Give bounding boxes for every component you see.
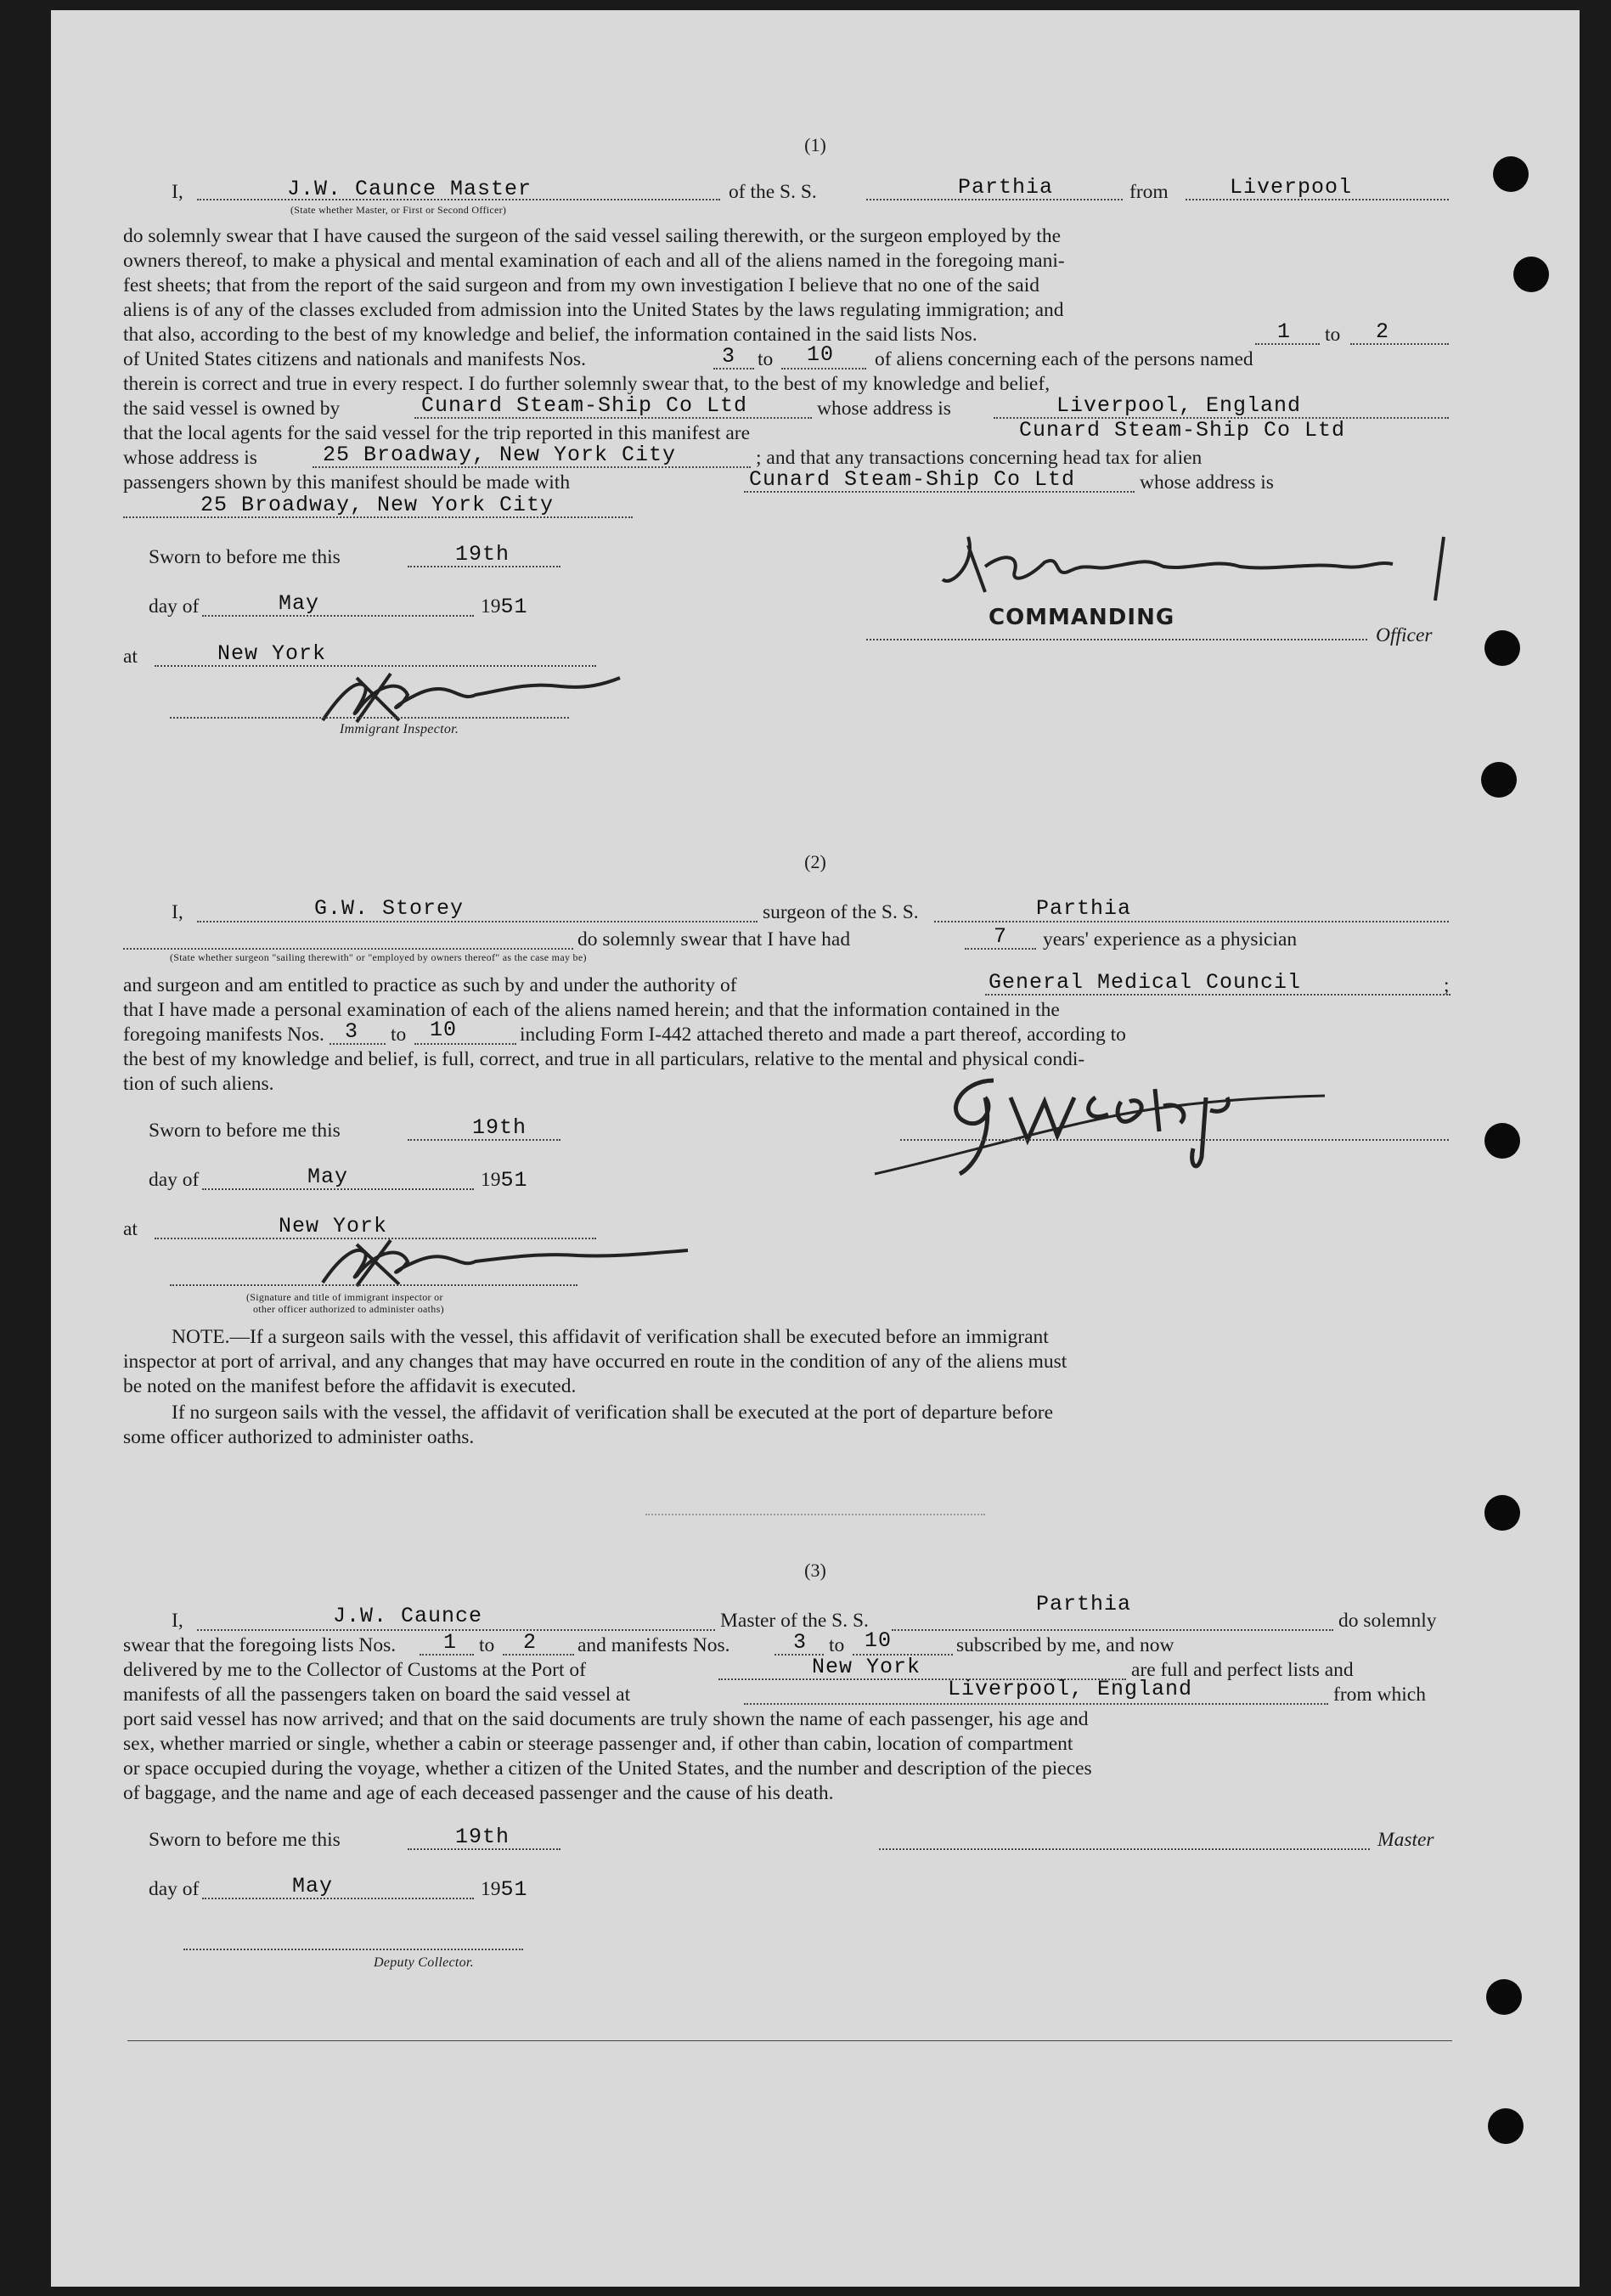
s2-note-4: If no surgeon sails with the vessel, the affidavit of verification shall be executed at the port of departure before <box>172 1402 1053 1424</box>
surgeon-signature <box>866 1063 1342 1182</box>
s1-agents-address: 25 Broadway, New York City <box>323 443 677 467</box>
s1-head-tax-address: 25 Broadway, New York City <box>200 493 555 517</box>
s3-to-label: to <box>479 1634 495 1656</box>
s1-line-8: the said vessel is owned by <box>123 398 341 420</box>
s3-line-5: sex, whether married or single, whether a cabin or steerage passenger and, if other than cabin, location of compartment <box>123 1733 1073 1755</box>
s3-day-of-label: day of <box>149 1878 200 1900</box>
s3-manifests-to-label: to <box>829 1634 845 1656</box>
s3-line-6: or space occupied during the voyage, whether a citizen of the United States, and the number and description of the pieces <box>123 1757 1092 1780</box>
s1-head-tax-party: Cunard Steam-Ship Co Ltd <box>749 467 1076 492</box>
s2-sworn-day: 19th <box>472 1115 527 1140</box>
s3-lists-to: 2 <box>523 1630 538 1655</box>
section-3-number: (3) <box>804 1560 826 1581</box>
s2-surgeon-name: G.W. Storey <box>314 896 465 921</box>
s1-sworn-month: May <box>279 591 320 616</box>
s3-do-solemnly: do solemnly <box>1338 1610 1437 1632</box>
s1-head-tax-address-label: whose address is <box>1140 471 1274 494</box>
s3-line-1: swear that the foregoing lists Nos. <box>123 1634 397 1656</box>
punch-hole <box>1488 2108 1524 2144</box>
s3-i-label: I, <box>172 1610 183 1632</box>
s1-owner-address-label: whose address is <box>817 398 951 420</box>
s3-line-3: manifests of all the passengers taken on board the said vessel at <box>123 1684 631 1706</box>
s1-owner-address: Liverpool, England <box>1056 393 1302 418</box>
s1-manifests-to: 10 <box>807 342 835 367</box>
s1-owner: Cunard Steam-Ship Co Ltd <box>421 393 748 418</box>
document-page: (1) I, J.W. Caunce Master of the S. S. Parthia from Liverpool (State whether Master, or First or Second Officer) do solemnly swear that I have caused the surgeon of the said vessel sailing therewith, or the surgeon employed by the owners thereof, to make a physical and mental examination of each and all of the aliens named in the foregoing mani- fest sheets; that from the report of the said surgeon and from my own investigation I believe that no one of the said aliens is of any of the classes excluded from admission into the United States by the laws regulating immigration; and that also, according to the best of my knowledge and belief, the information contained in the said lists Nos. 1 to 2 of United States citizens and nationals and manifests Nos. 3 to 10 of aliens concerning each of the persons named therein is correct and true in every respect. I do further solemnly swear that, to the best of my knowledge and belief, the said vessel is owned by Cunard Steam-Ship Co Ltd whose address is Liverpool, England that the local agents for the said vessel for the trip reported in this manifest are Cunard Steam-Ship Co Ltd whose address is 25 Broadway, New York City ; and that any transactions concerning head tax for alien passengers shown by this manifest should be made with Cunard Steam-Ship Co Ltd whose address is 25 Broadway, New York City Sworn to before me this 19th day of May 1951 at New York Immigrant Inspector. COMMANDING Officer (2) I, G.W. Storey surgeon of the S. S. Parthia do solemnly swear that I have had 7 years' experience as a physician (State whether surgeon "sailing therewith" or "employed by owners thereof" as the case may be) and surgeon and am entitled to practice as such by and under the authority of General Medical Council ; that I have made a personal examination of each of the aliens named herein; and that the information contained in the foregoing manifests Nos. 3 to 10 including Form I-442 attached thereto and made a part thereof, according to the best of my knowledge and belief, is full, correct, and true in all particulars, relative to the mental and physical condi- tion of such aliens. Sworn to before me this 19th day of May 1951 at New York (Signature and title of immigrant inspector or other officer authorized to administer oaths) NOTE.—If a surgeon sails with the vessel, this affidavit of verification shall be executed before an immigrant inspector at port of arrival, and any changes that may have occurred en route in the condition of any of the aliens must be noted on the manifest before the affidavit is executed. If no surgeon sails with the vessel, the affidavit of verification shall be executed at the port of departure before some officer authorized to administer oaths. (3) I, J.W. Caunce Master of the S. S. Parthia do solemnly swear that the foregoing lists Nos. 1 to 2 and manifests Nos. 3 to 10 subscribed by me, and now delivered by me to the Collector of Customs at the Port of New York are full and perfect lists and manifests of all the passengers taken on board the said vessel at Liverpool, England from which port said vessel has now arrived; and that on the said documents are truly shown the name of each passenger, his age and sex, whether married or single, whether a cabin or steerage passenger and, if other than cabin, location of compartment or space occupied during the voyage, whether a citizen of the United States, and the number and description of the pieces of baggage, and the name and age of each deceased passenger and the cause of his death. Sworn to before me this 19th Master day of May 1951 Deputy Collector. <box>51 10 1580 2287</box>
s3-line-4: port said vessel has now arrived; and that on the said documents are truly shown the name of each passenger, his age and <box>123 1708 1089 1730</box>
s2-line-2: that I have made a personal examination of each of the aliens named herein; and that the information contained in the <box>123 999 1060 1021</box>
s3-lists-from: 1 <box>443 1630 458 1655</box>
section-2-number: (2) <box>804 851 826 872</box>
punch-hole <box>1486 1979 1522 2015</box>
s1-line-9: that the local agents for the said vessel for the trip reported in this manifest are <box>123 422 751 444</box>
s2-year-prefix: 19 <box>481 1169 501 1191</box>
s1-line-11: passengers shown by this manifest should be made with <box>123 471 571 494</box>
s1-line-5: that also, according to the best of my knowledge and belief, the information contained in the said lists Nos. <box>123 324 977 346</box>
s1-from-port: Liverpool <box>1230 175 1353 200</box>
s3-manifests-label: and manifests Nos. <box>577 1634 730 1656</box>
s3-taken-at: Liverpool, England <box>948 1677 1193 1701</box>
punch-hole <box>1493 156 1529 192</box>
s3-master-of-label: Master of the S. S. <box>720 1610 869 1632</box>
inspector-signature-2 <box>306 1232 696 1300</box>
s1-head-tax-text: ; and that any transactions concerning head tax for alien <box>756 447 1203 469</box>
s3-year-suffix: 51 <box>500 1877 528 1902</box>
s2-line-4: the best of my knowledge and belief, is full, correct, and true in all particulars, relative to the mental and physical condi- <box>123 1048 1085 1070</box>
s3-port-tail: are full and perfect lists and <box>1131 1659 1354 1681</box>
punch-hole <box>1484 1123 1520 1159</box>
s2-note-1: NOTE.—If a surgeon sails with the vessel, this affidavit of verification shall be executed before an immigrant <box>172 1326 1049 1348</box>
s2-sig-caption-1: (Signature and title of immigrant inspector or <box>246 1291 443 1303</box>
officer-signature <box>934 520 1478 613</box>
s1-sworn-label: Sworn to before me this <box>149 546 341 568</box>
s3-subscribed-text: subscribed by me, and now <box>956 1634 1174 1656</box>
s1-inspector-caption: Immigrant Inspector. <box>340 722 459 736</box>
s1-lists-to-label: to <box>1325 324 1341 346</box>
s2-i-label: I, <box>172 901 183 923</box>
s1-vessel: Parthia <box>958 175 1054 200</box>
s3-sworn-label: Sworn to before me this <box>149 1829 341 1851</box>
s2-note-2: inspector at port of arrival, and any changes that may have occurred en route in the condition of any of the aliens must <box>123 1351 1067 1373</box>
s1-line-3: fest sheets; that from the report of the said surgeon and from my own investigation I believe that no one of the said <box>123 274 1039 296</box>
punch-hole <box>1481 762 1517 798</box>
s2-note-3: be noted on the manifest before the affidavit is executed. <box>123 1375 577 1397</box>
s3-manifests-from: 3 <box>793 1630 808 1655</box>
s2-note-under-line: (State whether surgeon "sailing therewith" or "employed by owners thereof" as the case may be) <box>170 951 587 963</box>
s1-lists-from: 1 <box>1277 319 1292 344</box>
s2-surgeon-of-label: surgeon of the S. S. <box>763 901 919 923</box>
s1-year-suffix: 51 <box>500 595 528 619</box>
s1-day-of-label: day of <box>149 595 200 618</box>
s2-day-of-label: day of <box>149 1169 200 1191</box>
s2-years: 7 <box>994 924 1008 949</box>
s3-line-7: of baggage, and the name and age of each deceased passenger and the cause of his death. <box>123 1782 834 1804</box>
s2-manifests-to-label: to <box>391 1024 407 1046</box>
s1-year-prefix: 19 <box>481 595 501 618</box>
s2-sig-caption-2: other officer authorized to administer oaths) <box>253 1303 444 1315</box>
s1-officer-title: COMMANDING <box>989 605 1175 630</box>
s1-manifests-tail: of aliens concerning each of the persons named <box>875 348 1253 370</box>
section-1-number: (1) <box>804 134 826 155</box>
s1-manifests-to-label: to <box>758 348 774 370</box>
s3-vessel: Parthia <box>1036 1592 1132 1616</box>
s1-officer-name: J.W. Caunce Master <box>287 177 532 201</box>
s2-note-5: some officer authorized to administer oaths. <box>123 1426 475 1448</box>
s3-sworn-day: 19th <box>455 1825 510 1849</box>
s2-sworn-label: Sworn to before me this <box>149 1120 341 1142</box>
s1-of-ss-label: of the S. S. <box>729 181 817 203</box>
s2-swear-text: do solemnly swear that I have had <box>577 928 851 951</box>
s1-manifests-from: 3 <box>722 344 736 369</box>
s3-collector-caption: Deputy Collector. <box>374 1955 474 1970</box>
punch-hole <box>1484 1495 1520 1531</box>
s1-lists-to: 2 <box>1376 319 1390 344</box>
s1-agents: Cunard Steam-Ship Co Ltd <box>1019 418 1346 443</box>
punch-hole <box>1513 257 1549 292</box>
s3-year-prefix: 19 <box>481 1878 501 1900</box>
s2-line-1: and surgeon and am entitled to practice as such by and under the authority of <box>123 974 737 996</box>
s3-master-caption: Master <box>1377 1829 1434 1851</box>
s1-line-6: of United States citizens and nationals and manifests Nos. <box>123 348 586 370</box>
s3-master-name: J.W. Caunce <box>333 1604 483 1628</box>
punch-hole <box>1484 630 1520 666</box>
s2-line-5: tion of such aliens. <box>123 1073 274 1095</box>
s2-line-3: foregoing manifests Nos. <box>123 1024 324 1046</box>
s2-manifests-to: 10 <box>430 1018 458 1042</box>
s1-line-2: owners thereof, to make a physical and mental examination of each and all of the aliens named in the foregoing mani- <box>123 250 1065 272</box>
s1-officer-caption: Officer <box>1376 624 1433 646</box>
s2-at-label: at <box>123 1218 138 1240</box>
s2-manifests-tail: including Form I-442 attached thereto and made a part thereof, according to <box>520 1024 1126 1046</box>
s1-line-7: therein is correct and true in every respect. I do further solemnly swear that, to the best of my knowledge and belief, <box>123 373 1051 395</box>
s1-from-label: from <box>1129 181 1169 203</box>
s3-line-2: delivered by me to the Collector of Customs at the Port of <box>123 1659 586 1681</box>
s1-i-label: I, <box>172 181 183 203</box>
s1-sworn-day: 19th <box>455 542 510 567</box>
s2-years-tail: years' experience as a physician <box>1043 928 1298 951</box>
s2-manifests-from: 3 <box>345 1019 359 1044</box>
s3-port: New York <box>812 1655 921 1679</box>
s2-sworn-month: May <box>307 1165 349 1189</box>
s1-line-4: aliens is of any of the classes excluded from admission into the United States by the laws regulating immigration; and <box>123 299 1064 321</box>
s1-line-10: whose address is <box>123 447 257 469</box>
s1-name-note: (State whether Master, or First or Second Officer) <box>290 204 507 216</box>
s3-manifests-to: 10 <box>865 1628 893 1653</box>
s1-at-label: at <box>123 646 138 668</box>
s3-sworn-month: May <box>292 1874 334 1898</box>
s2-year-suffix: 51 <box>500 1168 528 1193</box>
s2-authority: General Medical Council <box>989 970 1302 995</box>
s2-sworn-place: New York <box>279 1214 388 1238</box>
s1-sworn-place: New York <box>217 641 327 666</box>
s3-from-which: from which <box>1333 1684 1426 1706</box>
s1-line-1: do solemnly swear that I have caused the surgeon of the said vessel sailing therewith, or the surgeon employed by the <box>123 225 1062 247</box>
s2-vessel: Parthia <box>1036 896 1132 921</box>
